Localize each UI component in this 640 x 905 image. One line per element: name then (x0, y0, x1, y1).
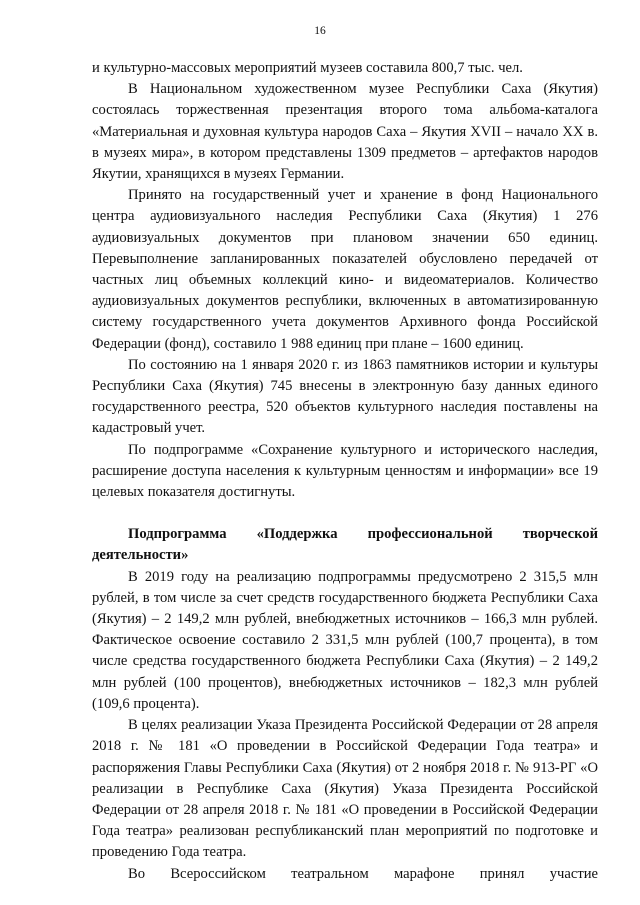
paragraph-theatre-marathon: Во Всероссийском театральном марафоне принял участие (128, 865, 598, 882)
paragraph-theatre-year: В целях реализации Указа Президента Российской Федерации от 28 апреля 2018 г. № 181 «О проведении в Российской Федерации Года театра» и распоряжения Главы Республики Саха (Якутия) от 2 ноября 2018 г. № 913-РГ «О реализации в Республике Саха (Якутия) Указа Президента Российской Федерации от 28 апреля 2018 г. № 181 «О проведении в Российской Федерации Года театра» реализован республиканский план мероприятий по подготовке и проведению Года театра. (92, 717, 598, 861)
page-number: 16 (314, 25, 326, 37)
section-heading: Подпрограмма «Поддержка профессиональной творческой деятельности» (92, 526, 598, 564)
paragraph-funding: В 2019 году на реализацию подпрограммы предусмотрено 2 315,5 млн рублей, в том числе за счет средств государственного бюджета Республики Саха (Якутия) – 2 149,2 млн рублей, внебюджетных источников – 166,3 млн рублей. Фактическое освоение составило 2 331,5 млн рублей (100,7 процента), в том числе средства государственного бюджета Республики Саха (Якутия) – 2 149,2 млн рублей (100 процентов), внебюджетных источников – 182,3 млн рублей (109,6 процента). (92, 568, 598, 712)
paragraph-continuation: и культурно-массовых мероприятий музеев составила 800,7 тыс. чел. (92, 60, 523, 76)
paragraph-audiovisual-center: Принято на государственный учет и хранение в фонд Национального центра аудиовизуального наследия Республики Саха (Якутия) 1 276 аудиовизуальных документов при плановом значении 650 единиц. Перевыполнение запланированных показателей обусловлено передачей от частных лиц объемных коллекций кино- и видеоматериалов. Количество аудиовизуальных документов республики, включенных в автоматизированную систему государственного учета документов Архивного фонда Российской Федерации (фонд), составило 1 988 единиц при плане – 1600 единиц. (92, 187, 598, 352)
paragraph-subprogram-summary: По подпрограмме «Сохранение культурного и исторического наследия, расширение доступа населения к культурным ценностям и информации» все 19 целевых показателя достигнуты. (92, 441, 598, 501)
paragraph-art-museum: В Национальном художественном музее Республики Саха (Якутия) состоялась торжественная презентация второго тома альбома-каталога «Материальная и духовная культура народов Саха – Якутия XVII – начало XX в. в музеях мира», в котором представлены 1309 предметов – артефактов народов Якутии, хранящихся в музеях Германии. (92, 81, 598, 183)
paragraph-monuments: По состоянию на 1 января 2020 г. из 1863 памятников истории и культуры Республики Саха (Якутия) 745 внесены в электронную базу данных единого государственного реестра, 520 объектов культурного наследия поставлены на кадастровый учет. (92, 356, 598, 437)
